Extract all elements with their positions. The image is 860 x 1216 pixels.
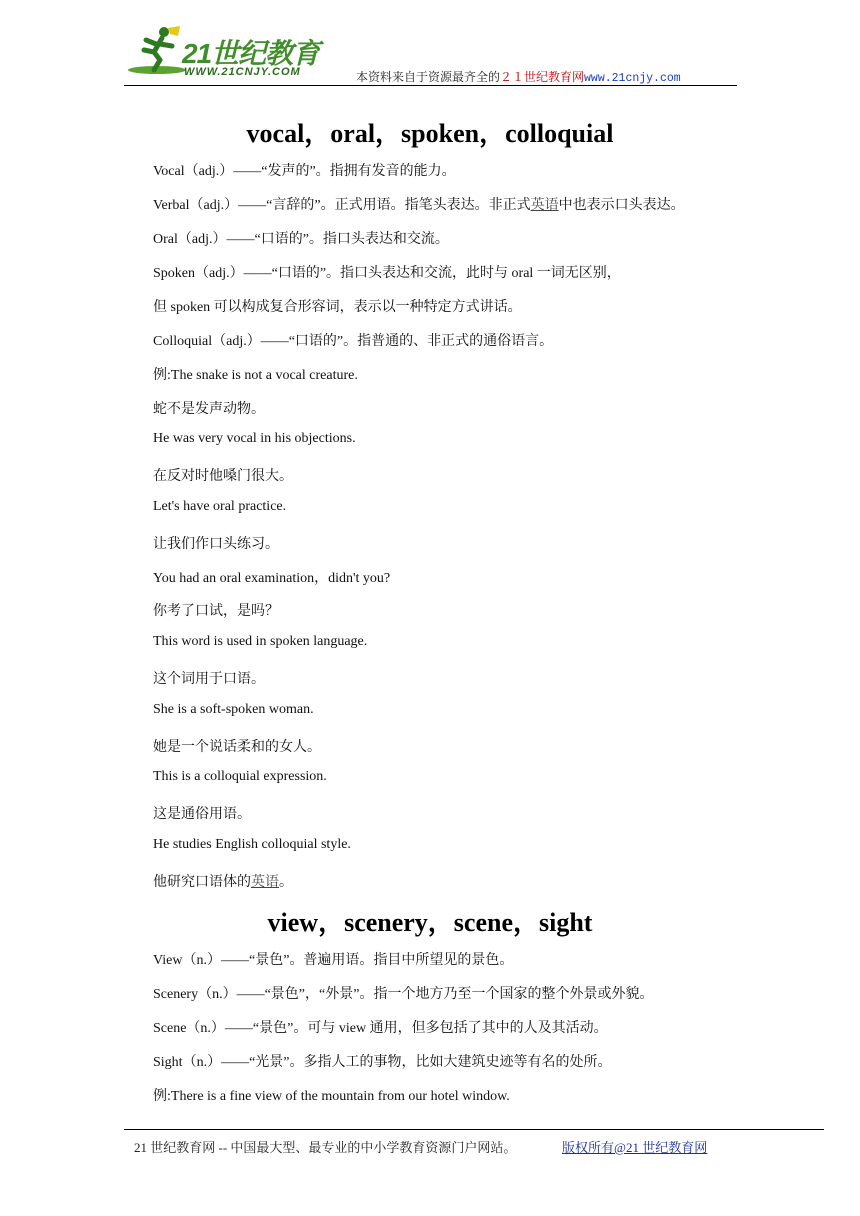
example-translation: 这是通俗用语。	[153, 807, 251, 822]
definition-line: Scene（n.）——“景色”。可与 view 通用，但多包括了其中的人及其活动。	[153, 1021, 608, 1036]
example-translation: 让我们作口头练习。	[153, 537, 279, 552]
example-line: This word is used in spoken language.	[153, 634, 368, 649]
header-site-url[interactable]: www.21cnjy.com	[584, 72, 681, 85]
example-line: You had an oral examination，didn't you?	[153, 571, 391, 586]
example-translation: 这个词用于口语。	[153, 672, 265, 687]
header-note-prefix: 本资料来自于资源最齐全的	[356, 70, 501, 84]
definition-line: 但 spoken 可以构成复合形容词，表示以一种特定方式讲话。	[153, 300, 522, 315]
english-link[interactable]: 英语	[530, 198, 559, 213]
text-fragment: Verbal（adj.）——“言辞的”。正式用语。指笔头表达。非正式	[153, 198, 531, 213]
example-translation: 蛇不是发声动物。	[153, 402, 265, 417]
example-line: 例:There is a fine view of the mountain from our hotel window.	[153, 1089, 510, 1104]
example-line: He was very vocal in his objections.	[153, 431, 356, 446]
text-fragment: 中也表示口头表达。	[558, 198, 685, 213]
text-fragment: 。	[279, 875, 293, 890]
example-translation	[153, 871, 293, 891]
example-line: This is a colloquial expression.	[153, 769, 327, 784]
definition-line: Scenery（n.）——“景色”，“外景”。指一个地方乃至一个国家的整个外景或外貌。	[153, 987, 654, 1002]
definition-line: Colloquial（adj.）——“口语的”。指普通的、非正式的通俗语言。	[153, 334, 554, 349]
example-translation: 她是一个说话柔和的女人。	[153, 740, 321, 755]
header-site-name: ２１世纪教育网	[500, 70, 585, 84]
header-source-note	[356, 68, 681, 85]
text-fragment: 他研究口语体的	[153, 875, 251, 890]
page-header	[0, 0, 860, 90]
example-line: Let's have oral practice.	[153, 499, 287, 514]
english-link[interactable]: 英语	[251, 875, 279, 890]
section-title-vocal-oral: vocal，oral，spoken，colloquial	[246, 119, 614, 148]
definition-line: View（n.）——“景色”。普遍用语。指目中所望见的景色。	[153, 953, 514, 968]
definition-line: Vocal（adj.）——“发声的”。指拥有发音的能力。	[153, 164, 456, 179]
example-line: He studies English colloquial style.	[153, 837, 351, 852]
definition-line: Sight（n.）——“光景”。多指人工的事物，比如大建筑史迹等有名的处所。	[153, 1055, 612, 1070]
definition-line: Spoken（adj.）——“口语的”。指口头表达和交流，此时与 oral 一词无区别，	[153, 266, 621, 281]
definition-line	[153, 194, 685, 214]
example-line: She is a soft-spoken woman.	[153, 702, 314, 717]
logo-wordmark: 21世纪教育	[182, 38, 320, 69]
runner-icon	[134, 24, 184, 74]
example-translation: 在反对时他嗓门很大。	[153, 469, 293, 484]
example-translation: 你考了口试，是吗？	[153, 604, 279, 619]
example-line: 例:The snake is not a vocal creature.	[153, 368, 358, 383]
section-title-view-scenery: view，scenery，scene，sight	[267, 908, 593, 937]
logo-url: WWW.21CNJY.COM	[184, 66, 301, 78]
footer-text: 21 世纪教育网 -- 中国最大型、最专业的中小学教育资源门户网站。	[134, 1140, 517, 1155]
header-divider	[124, 85, 737, 86]
footer-divider	[124, 1129, 824, 1130]
site-logo[interactable]	[128, 22, 338, 84]
definition-line: Oral（adj.）——“口语的”。指口头表达和交流。	[153, 232, 449, 247]
copyright-link[interactable]: 版权所有@21 世纪教育网	[562, 1140, 708, 1155]
